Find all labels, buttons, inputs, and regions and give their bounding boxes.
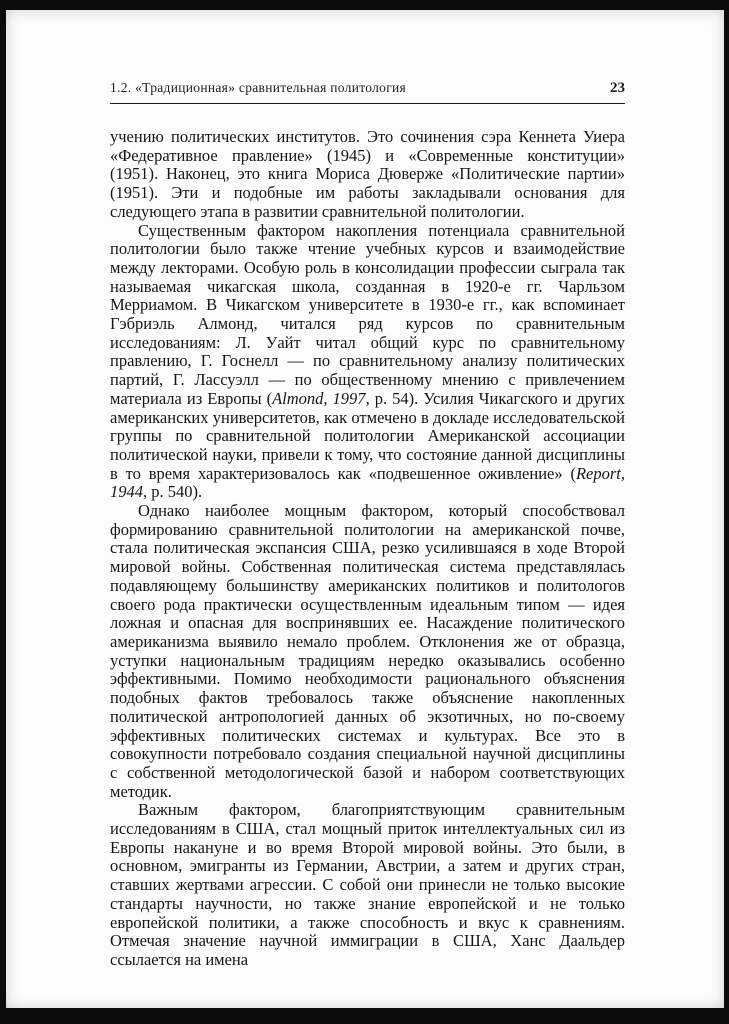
text-run: Существенным фактором накопления потенциала сравнительной политологии было также чтение учебных курсов и взаимодействие между лекторами. Особую роль в консолидации профессии сыграла так называемая чикагская школа, созданная в 1920-е гг. Чарльзом Мерриамом. В Чикагском университете в 1930-е гг., как вспоминает Гэбриэль Алмонд, читался ряд курсов по сравнительным исследованиям: Л. Уайт читал общий курс по сравнительному правлению, Г. Госнелл — по сравнительному анализу политических партий, Г. Лассуэлл — по общественному мнению с привлечением материала из Европы ( bbox=[110, 220, 625, 408]
paragraph bbox=[110, 502, 625, 801]
text-block bbox=[110, 10, 625, 970]
paragraph bbox=[110, 801, 625, 969]
running-header bbox=[110, 80, 625, 97]
text-run: , p. 540). bbox=[143, 482, 203, 502]
book-page bbox=[6, 10, 724, 1008]
text-run: учению политических институтов. Это сочинения сэра Кеннета Уиера «Федеративное правление» (1945) и «Современные конституции» (1951). Наконец, это книга Мориса Дюверже «Политические партии» (1951). Эти и подобные им работы закладывали основания для следующего этапа в развитии сравнительной политологии. bbox=[110, 127, 625, 221]
text-run: , p. 54). Усилия Чикагского и других американских университетов, как отмечено в докладе исследовательской группы по сравнительной политологии Американской ассоциации политической науки, привели к тому, что состояние данной дисциплины в то время характеризовалось как «подвешенное оживление» ( bbox=[110, 388, 625, 483]
text-run: Важным фактором, благоприятствующим сравнительным исследованиям в США, стал мощный приток интеллектуальных сил из Европы накануне и во время Второй мировой войны. Это были, в основном, эмигранты из Германии, Австрии, а затем и других стран, ставших жертвами агрессии. С собой они принесли не только высокие стандарты научности, но также знание европейской и не только европейской политики, а также способность и вкус к сравнениям. Отмечая значение научной иммиграции в США, Ханс Даальдер ссылается на имена bbox=[110, 800, 625, 969]
text-run: Однако наиболее мощным фактором, который способствовал формированию сравнительной политологии на американской почве, стала политическая экспансия США, резко усилившаяся в ходе Второй мировой войны. Собственная политическая система представлялась подавляющему большинству американских политиков и политологов своего рода практически осуществленным идеальным типом — идея ложная и опасная для воспринявших ее. Насаждение политического американизма выявило немало проблем. Отклонения же от образца, уступки национальным традициям нередко оказывались особенно эффективными. Помимо необходимости рационального объяснения подобных фактов требовалось также объяснение накопленных политической антропологией данных об экзотичных, но по-своему эффективных политических системах и культурах. Все это в совокупности потребовало создания специальной научной дисциплины с собственной методологической базой и набором соответствующих методик. bbox=[110, 501, 625, 801]
header-rule bbox=[110, 103, 625, 104]
citation-italic: Report, 1944 bbox=[110, 463, 625, 502]
paragraph bbox=[110, 128, 625, 222]
paragraph bbox=[110, 222, 625, 503]
page-number: 23 bbox=[610, 80, 625, 96]
running-header-title: 1.2. «Традиционная» сравнительная политология bbox=[110, 80, 407, 95]
page-body bbox=[110, 128, 625, 970]
citation-italic: Almond, 1997 bbox=[272, 388, 366, 408]
